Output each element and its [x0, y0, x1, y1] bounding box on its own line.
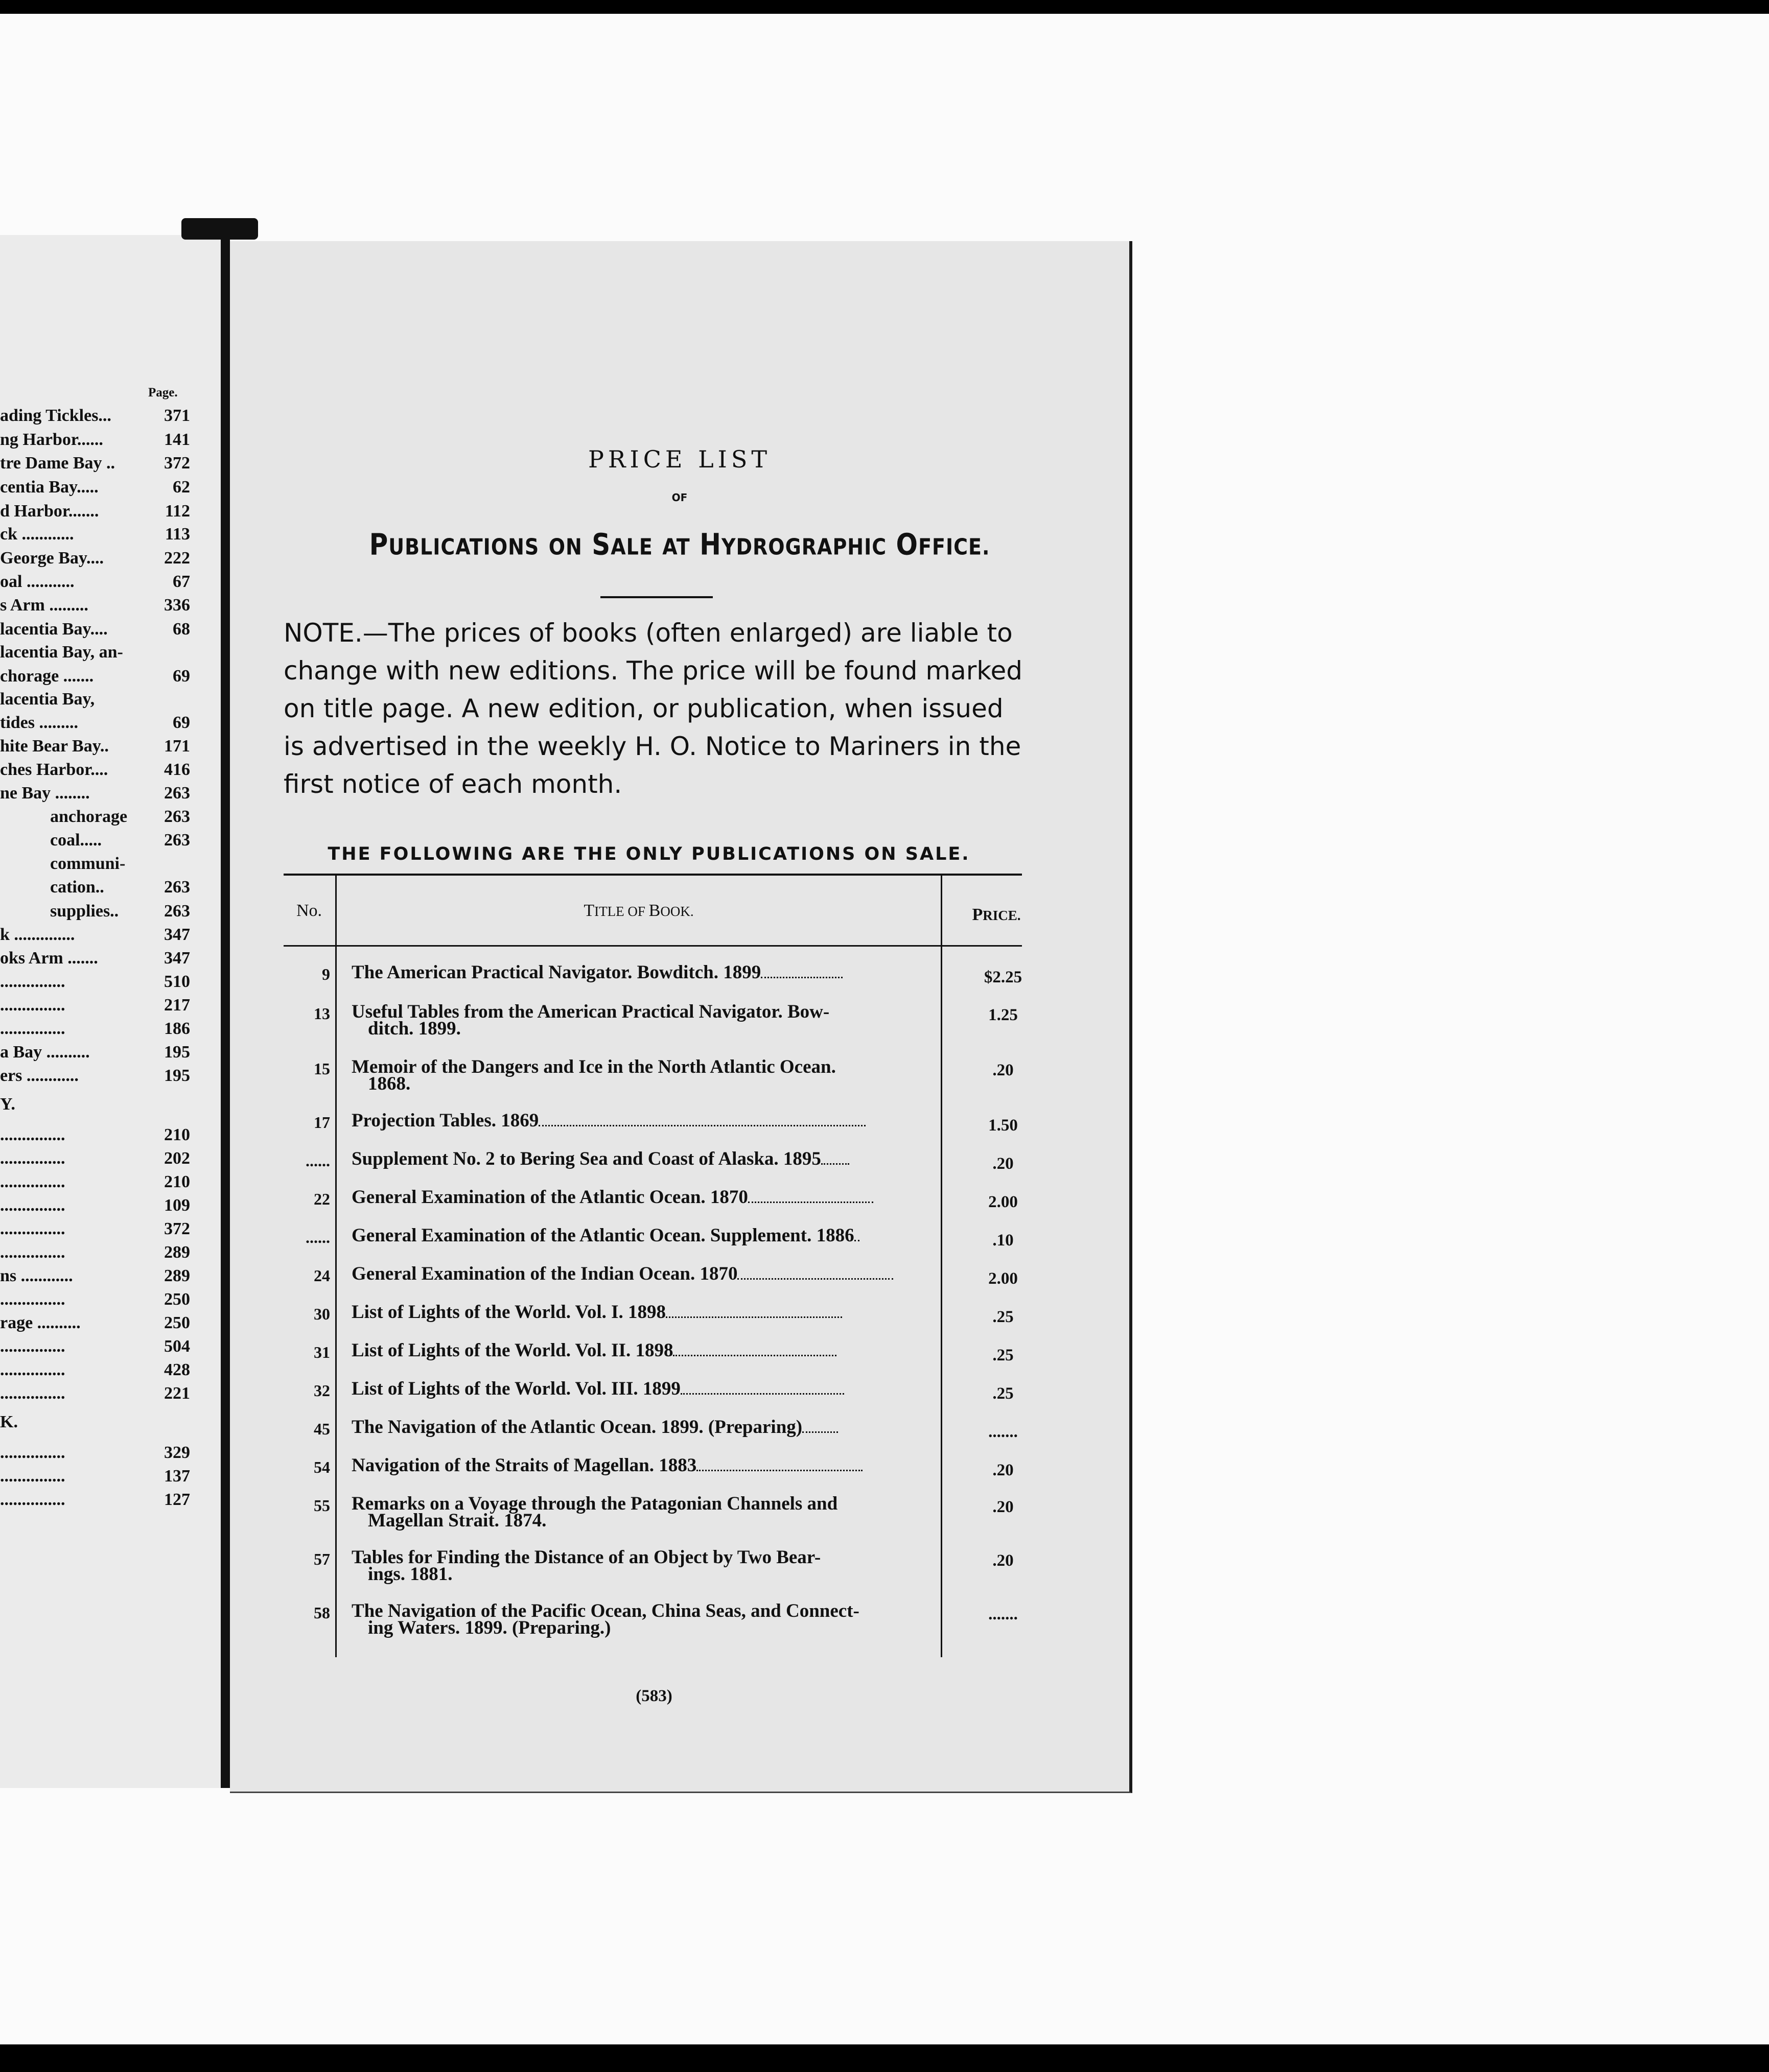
index-row [0, 760, 190, 784]
index-row [0, 972, 190, 996]
index-row [0, 1196, 190, 1219]
table-cell-title [352, 1495, 957, 1529]
index-row [0, 996, 190, 1019]
index-entry-text: ............... [0, 1219, 65, 1238]
title-line-continued: ings. 1881. [368, 1564, 453, 1585]
index-entry-page: 217 [164, 996, 190, 1015]
title-line: General Examination of the Atlantic Ocean. Supplement. 1886 [352, 1227, 957, 1244]
index-entry-page: 372 [164, 454, 190, 473]
subtitle-word: AT [662, 534, 690, 560]
table-cell-price: $2.25 [984, 968, 1022, 986]
index-entry-page: 69 [173, 713, 190, 732]
index-row [0, 737, 190, 760]
index-entry-text: George Bay.... [0, 549, 104, 568]
index-entry-page: 69 [173, 667, 190, 686]
index-row [0, 1266, 190, 1290]
index-entry-text: ............... [0, 1196, 65, 1215]
index-entry-text: ............... [0, 1384, 65, 1403]
index-entry-page: 289 [164, 1243, 190, 1262]
dot-leader [696, 1470, 863, 1471]
index-row [0, 525, 190, 548]
table-cell-no: 15 [314, 1059, 330, 1078]
index-row [0, 572, 190, 596]
table-cell-title [352, 1227, 957, 1244]
subtitle-word: SALE [592, 527, 653, 562]
title-connector: OF [671, 491, 688, 504]
page-number: (583) [636, 1687, 672, 1705]
index-entry-text: Y. [0, 1095, 15, 1114]
index-entry-page: 263 [164, 878, 190, 897]
index-row [0, 949, 190, 972]
title-line: List of Lights of the World. Vol. III. 1899 [352, 1380, 957, 1397]
index-entry-text: ............... [0, 1290, 65, 1309]
index-entry-page: 263 [164, 902, 190, 921]
subtitle-word: ON [548, 534, 583, 560]
index-row [0, 478, 190, 501]
table-cell-title [352, 964, 957, 981]
index-entry-page: 67 [173, 572, 190, 591]
title-line: Memoir of the Dangers and Ice in the North Atlantic Ocean. [352, 1056, 836, 1077]
index-row [0, 502, 190, 525]
table-top-rule [284, 874, 1022, 876]
table-cell-no: 54 [314, 1458, 330, 1476]
index-entry-page: 222 [164, 549, 190, 568]
table-cell-price: .20 [992, 1155, 1014, 1173]
table-cell-price: .20 [992, 1551, 1014, 1570]
index-row [0, 902, 190, 925]
index-entry-text: hite Bear Bay.. [0, 737, 109, 756]
index-entry-text: ............... [0, 1243, 65, 1262]
index-row [0, 667, 190, 690]
index-row [0, 878, 190, 901]
index-entry-text: ............... [0, 1490, 65, 1509]
index-entry-page: 68 [173, 620, 190, 639]
index-entry-text: ............... [0, 972, 65, 991]
index-row [0, 854, 190, 878]
title-line: Remarks on a Voyage through the Patagonian Channels and [352, 1493, 838, 1514]
index-entry-text: ers ............ [0, 1066, 79, 1085]
title-line: The Navigation of the Pacific Ocean, China Seas, and Connect- [352, 1600, 859, 1621]
title-line: Supplement No. 2 to Bering Sea and Coast of Alaska. 1895 [352, 1150, 957, 1167]
index-entry-text: centia Bay..... [0, 478, 99, 497]
dot-leader [666, 1316, 842, 1318]
index-entry-page: 371 [164, 406, 190, 425]
index-entry-text: ............... [0, 1467, 65, 1486]
table-cell-price: .25 [992, 1308, 1014, 1326]
index-row [0, 1019, 190, 1043]
index-entry-text: ne Bay ........ [0, 784, 90, 803]
index-row [0, 406, 190, 430]
index-entry-text: ............... [0, 1337, 65, 1356]
index-entry-page: 202 [164, 1149, 190, 1168]
index-entry-text: anchorage [50, 807, 128, 826]
index-entry-text: d Harbor....... [0, 502, 99, 521]
title-line: Useful Tables from the American Practical Navigator. Bow- [352, 1001, 830, 1022]
following-heading: THE FOLLOWING ARE THE ONLY PUBLICATIONS ON SALE. [328, 844, 970, 864]
table-cell-title [352, 1150, 957, 1167]
index-entry-page: 112 [165, 502, 190, 521]
index-row [0, 1066, 190, 1090]
index-row [0, 430, 190, 454]
index-entry-page: 263 [164, 784, 190, 803]
title-line: Projection Tables. 1869 [352, 1112, 957, 1129]
index-entry-text: ............... [0, 1443, 65, 1462]
table-cell-no: 22 [314, 1190, 330, 1208]
index-entry-text: ading Tickles... [0, 406, 111, 425]
index-row [0, 1412, 190, 1436]
index-entry-text: K. [0, 1412, 18, 1431]
index-entry-page: 195 [164, 1066, 190, 1085]
table-cell-title [352, 1549, 957, 1583]
index-row [0, 1384, 190, 1407]
title-line: The American Practical Navigator. Bowditch. 1899 [352, 964, 957, 981]
table-cell-no: 32 [314, 1381, 330, 1400]
table-cell-title [352, 1417, 957, 1438]
title-line: Navigation of the Straits of Magellan. 1883 [352, 1457, 957, 1474]
table-cell-no: 17 [314, 1113, 330, 1132]
index-row [0, 1360, 190, 1384]
table-cell-title [352, 1600, 957, 1638]
table-cell-no: ...... [306, 1151, 330, 1170]
index-entry-text: cation.. [50, 878, 104, 897]
dot-leader [761, 977, 843, 978]
dot-leader [737, 1278, 893, 1280]
index-entry-text: ns ............ [0, 1266, 73, 1285]
index-row [0, 1172, 190, 1196]
index-entry-page: 141 [164, 430, 190, 449]
index-entry-page: 428 [164, 1360, 190, 1379]
table-cell-price: 1.25 [988, 1006, 1018, 1024]
index-entry-page: 510 [164, 972, 190, 991]
table-cell-price: 1.50 [988, 1116, 1018, 1135]
index-entry-text: chorage ....... [0, 667, 94, 686]
index-entry-page: 263 [164, 831, 190, 850]
index-row [0, 1443, 190, 1467]
index-entry-text: ng Harbor...... [0, 430, 103, 449]
dot-leader [802, 1431, 838, 1433]
index-entry-page: 186 [164, 1019, 190, 1038]
title-rule [600, 596, 713, 598]
title-line: General Examination of the Indian Ocean. 1870 [352, 1265, 957, 1282]
index-row [0, 784, 190, 807]
subtitle-word: HYDROGRAPHIC [700, 527, 887, 562]
table-cell-no: 31 [314, 1343, 330, 1361]
table-cell-no: ...... [306, 1228, 330, 1246]
title-line-continued: ditch. 1899. [368, 1018, 461, 1039]
table-cell-price: ....... [988, 1423, 1018, 1441]
index-entry-page: 109 [164, 1196, 190, 1215]
column-header-no: No. [296, 901, 322, 920]
index-entry-page: 171 [164, 737, 190, 756]
index-entry-page: 250 [164, 1313, 190, 1332]
index-row [0, 1219, 190, 1243]
index-entry-text: ck ............ [0, 525, 74, 544]
column-divider-no [335, 876, 337, 1657]
index-row [0, 1149, 190, 1172]
right-page-price-list [230, 241, 1132, 1793]
table-cell-price: .20 [992, 1498, 1014, 1516]
index-entry-page: 137 [164, 1467, 190, 1486]
table-cell-no: 58 [314, 1604, 330, 1622]
index-entry-text: lacentia Bay, [0, 690, 95, 709]
index-row [0, 1313, 190, 1337]
title-line-continued: 1868. [368, 1073, 411, 1094]
index-entry-text: ............... [0, 1019, 65, 1038]
table-cell-title [352, 1457, 957, 1474]
index-entry-text: communi- [50, 854, 126, 873]
index-entry-page: 347 [164, 949, 190, 968]
index-row [0, 1337, 190, 1360]
index-row [0, 1095, 190, 1118]
title-line-continued: ing Waters. 1899. (Preparing.) [368, 1617, 611, 1638]
index-entry-page: 210 [164, 1172, 190, 1191]
dot-leader [821, 1163, 849, 1165]
index-entry-text: ............... [0, 996, 65, 1015]
index-entry-page: 416 [164, 760, 190, 779]
table-cell-title [352, 1380, 957, 1397]
table-cell-price: .25 [992, 1384, 1014, 1403]
index-entry-text: oks Arm ....... [0, 949, 98, 968]
dot-leader [854, 1240, 859, 1241]
index-row [0, 596, 190, 619]
index-entry-page: 113 [165, 525, 190, 544]
index-entry-page: 62 [173, 478, 190, 497]
index-entry-page: 195 [164, 1043, 190, 1062]
table-cell-no: 24 [314, 1266, 330, 1285]
table-cell-no: 9 [322, 965, 330, 983]
dot-leader [673, 1355, 836, 1356]
index-entry-page: 221 [164, 1384, 190, 1403]
index-row [0, 1243, 190, 1266]
index-row [0, 690, 190, 713]
table-cell-no: 55 [314, 1496, 330, 1515]
title-line: The Navigation of the Atlantic Ocean. 1899. (Preparing) [352, 1419, 957, 1435]
scanned-spread [0, 14, 1769, 2044]
table-cell-price: .10 [992, 1231, 1014, 1250]
index-entry-text: ches Harbor.... [0, 760, 108, 779]
table-cell-price: 2.00 [988, 1269, 1018, 1288]
subtitle-word: OFFICE. [896, 527, 990, 562]
index-entry-page: 504 [164, 1337, 190, 1356]
index-entry-page: 210 [164, 1125, 190, 1144]
index-entry-text: oal ........... [0, 572, 75, 591]
index-entry-text: rage .......... [0, 1313, 81, 1332]
index-entry-text: ............... [0, 1125, 65, 1144]
index-row [0, 643, 190, 666]
index-row [0, 831, 190, 854]
title-line: General Examination of the Atlantic Ocean. 1870 [352, 1189, 957, 1206]
table-cell-title [352, 1058, 957, 1092]
index-entry-text: k .............. [0, 925, 75, 944]
table-cell-no: 45 [314, 1420, 330, 1438]
table-cell-price: .20 [992, 1061, 1014, 1079]
title-line: List of Lights of the World. Vol. II. 1898 [352, 1342, 957, 1359]
page-subtitle [230, 528, 1129, 562]
table-cell-title [352, 1003, 957, 1037]
index-entry-page: 250 [164, 1290, 190, 1309]
index-entry-page: 336 [164, 596, 190, 615]
index-row [0, 1290, 190, 1313]
index-row [0, 1490, 190, 1514]
dot-leader [748, 1202, 873, 1203]
dot-leader [539, 1125, 866, 1126]
binding-clip [181, 218, 258, 240]
index-entry-text: ............... [0, 1360, 65, 1379]
dot-leader [681, 1393, 844, 1395]
left-page-index [0, 235, 222, 1788]
title-line: Tables for Finding the Distance of an Object by Two Bear- [352, 1547, 821, 1568]
table-cell-no: 13 [314, 1004, 330, 1023]
table-cell-price: 2.00 [988, 1193, 1018, 1211]
index-entry-text: tre Dame Bay .. [0, 454, 115, 473]
index-row [0, 549, 190, 572]
index-entry-text: lacentia Bay.... [0, 620, 108, 639]
index-entry-text: ............... [0, 1149, 65, 1168]
table-cell-title [352, 1189, 957, 1206]
index-row [0, 1467, 190, 1490]
column-header-title: TITLE OF BOOK. [584, 901, 694, 920]
index-row [0, 1125, 190, 1149]
index-row [0, 807, 190, 831]
index-entry-page: 347 [164, 925, 190, 944]
table-cell-price: ....... [988, 1605, 1018, 1623]
column-header-price: PRICE. [972, 905, 1021, 924]
table-cell-title [352, 1342, 957, 1359]
note-paragraph: NOTE.—The prices of books (often enlarged) are liable to change with new editions. The price will be found marked on title page. A new edition, or publication, when issued is advertised in the weekly H. O. Notice to Mariners in the first notice of each month. [284, 618, 1022, 799]
title-line: List of Lights of the World. Vol. I. 1898 [352, 1304, 957, 1321]
index-entry-text: a Bay .......... [0, 1043, 90, 1062]
index-entry-page: 329 [164, 1443, 190, 1462]
index-entry-text: ............... [0, 1172, 65, 1191]
table-cell-no: 57 [314, 1550, 330, 1568]
table-header-rule [284, 945, 1022, 947]
index-entry-text: s Arm ......... [0, 596, 88, 615]
index-entry-page: 372 [164, 1219, 190, 1238]
index-row [0, 620, 190, 643]
index-entry-page: 263 [164, 807, 190, 826]
index-entry-page: 127 [164, 1490, 190, 1509]
index-row [0, 925, 190, 949]
index-row [0, 1043, 190, 1066]
book-spine [221, 239, 230, 1788]
index-entry-text: supplies.. [50, 902, 119, 921]
index-entry-text: coal..... [50, 831, 102, 850]
table-cell-price: .20 [992, 1461, 1014, 1479]
index-entry-page: 289 [164, 1266, 190, 1285]
table-cell-no: 30 [314, 1305, 330, 1323]
index-row [0, 454, 190, 477]
page-title: PRICE LIST [588, 445, 772, 473]
table-cell-price: .25 [992, 1346, 1014, 1364]
table-cell-title [352, 1304, 957, 1321]
index-entry-text: lacentia Bay, an- [0, 643, 123, 662]
page-column-header: Page. [148, 386, 178, 399]
index-entry-text: tides ......... [0, 713, 78, 732]
table-cell-title [352, 1265, 957, 1282]
subtitle-word: PUBLICATIONS [369, 527, 540, 562]
title-line-continued: Magellan Strait. 1874. [368, 1510, 547, 1531]
table-cell-title [352, 1112, 957, 1129]
index-row [0, 713, 190, 737]
